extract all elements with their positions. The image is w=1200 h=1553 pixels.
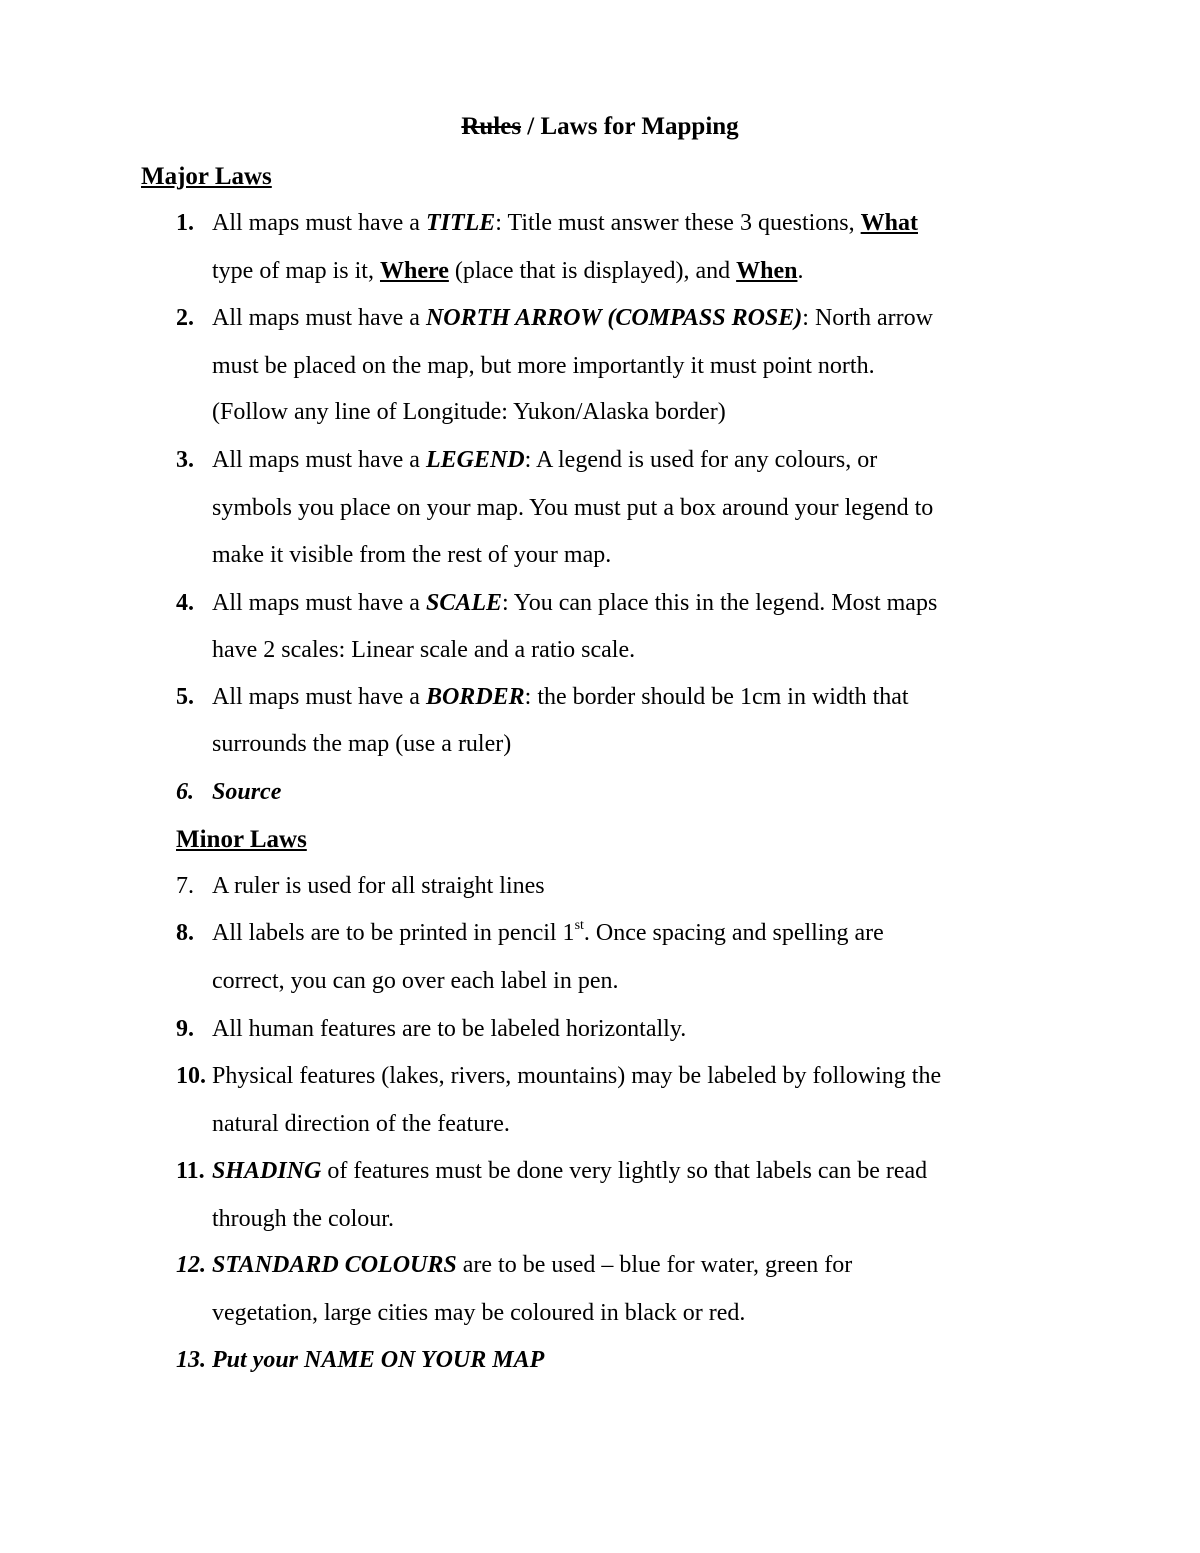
item-text: Physical features (lakes, rivers, mountains) may be labeled by following the xyxy=(212,1063,942,1089)
item-number: 13. xyxy=(176,1347,206,1373)
item-number: 5. xyxy=(176,684,194,710)
item-text: make it visible from the rest of your map. xyxy=(212,542,612,568)
item-number: 4. xyxy=(176,590,194,616)
item-number: 10. xyxy=(176,1063,206,1089)
item-text: All maps must have a LEGEND: A legend is used for any colours, or xyxy=(212,447,878,473)
item-text: Put your NAME ON YOUR MAP xyxy=(212,1347,545,1373)
item-number: 7. xyxy=(176,873,194,899)
item-text: surrounds the map (use a ruler) xyxy=(212,731,512,757)
item-text: natural direction of the feature. xyxy=(212,1111,510,1137)
item-number: 3. xyxy=(176,447,194,473)
item-text: All human features are to be labeled horizontally. xyxy=(212,1016,687,1042)
item-number: 6. xyxy=(176,779,194,805)
item-text: must be placed on the map, but more importantly it must point north. xyxy=(212,353,875,379)
item-number: 12. xyxy=(176,1252,206,1278)
item-text: All maps must have a SCALE: You can place this in the legend. Most maps xyxy=(212,590,938,616)
page-title xyxy=(0,113,1200,141)
item-text: correct, you can go over each label in pen. xyxy=(212,968,619,994)
item-number: 9. xyxy=(176,1016,194,1042)
item-text: vegetation, large cities may be coloured in black or red. xyxy=(212,1300,746,1326)
item-text: A ruler is used for all straight lines xyxy=(212,873,545,899)
item-number: 8. xyxy=(176,920,194,946)
item-text: Source xyxy=(212,779,282,805)
item-text: type of map is it, Where (place that is displayed), and When. xyxy=(212,258,804,284)
item-number: 11. xyxy=(176,1158,205,1184)
item-text: symbols you place on your map. You must put a box around your legend to xyxy=(212,495,934,521)
title-text: / Laws for Mapping xyxy=(521,113,739,140)
item-number: 2. xyxy=(176,305,194,331)
item-text: SHADING of features must be done very lightly so that labels can be read xyxy=(212,1158,928,1184)
item-text: STANDARD COLOURS are to be used – blue for water, green for xyxy=(212,1252,853,1278)
item-text: (Follow any line of Longitude: Yukon/Alaska border) xyxy=(212,399,726,425)
item-text: All maps must have a NORTH ARROW (COMPASS ROSE): North arrow xyxy=(212,305,933,331)
item-text: All maps must have a BORDER: the border should be 1cm in width that xyxy=(212,684,909,710)
item-text: All labels are to be printed in pencil 1st. Once spacing and spelling are xyxy=(212,918,884,946)
minor-laws-heading: Minor Laws xyxy=(176,826,307,853)
item-text: through the colour. xyxy=(212,1206,394,1232)
item-text: All maps must have a TITLE: Title must answer these 3 questions, What xyxy=(212,210,918,236)
item-number: 1. xyxy=(176,210,194,236)
struck-word: Rules xyxy=(461,113,522,140)
major-laws-heading: Major Laws xyxy=(141,163,272,190)
item-text: have 2 scales: Linear scale and a ratio scale. xyxy=(212,637,636,663)
